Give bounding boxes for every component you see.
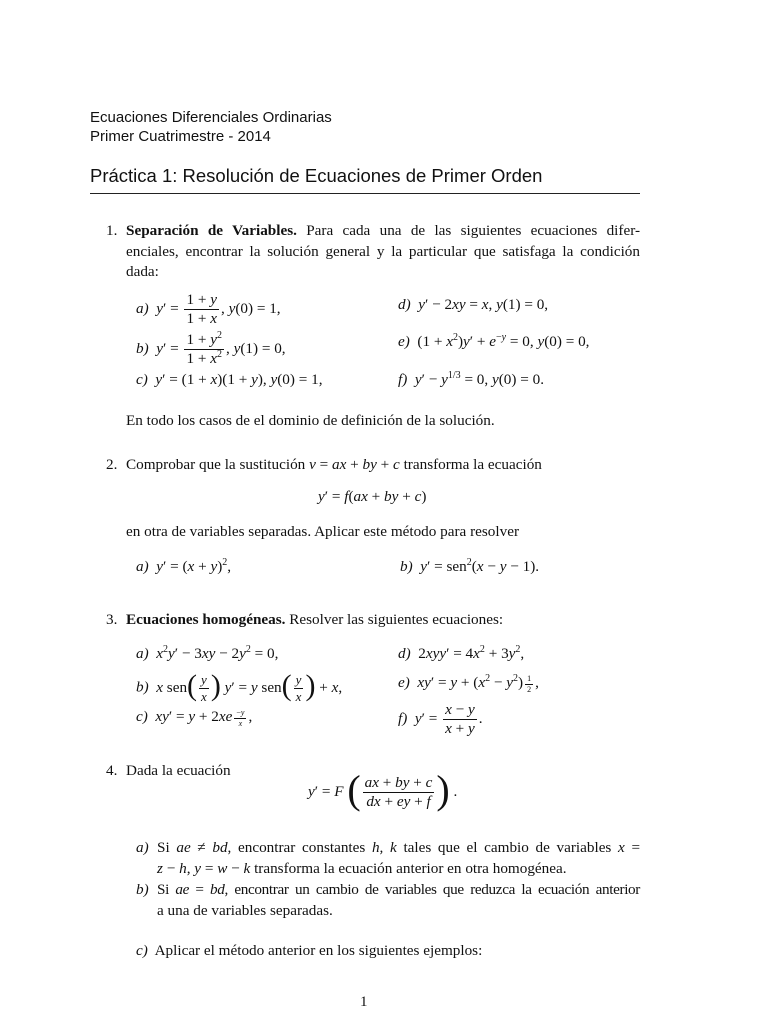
exercise-1e bbox=[398, 332, 589, 353]
exercise-3-number: 3. bbox=[106, 611, 118, 628]
exercise-3-intro-text: Resolver las siguientes ecuaciones: bbox=[289, 611, 504, 628]
equation-1e: $(1 + x^2)y' + e^{-y} = 0$, y(0) = 0, bbox=[417, 331, 590, 350]
label-3d: d) bbox=[398, 645, 411, 662]
label-1c: c) bbox=[136, 371, 148, 388]
exercise-4-number: 4. bbox=[106, 762, 118, 779]
exercise-4a-start: Si bbox=[157, 839, 170, 856]
exercise-4a-mid: , encontrar constantes bbox=[227, 839, 366, 856]
exercise-1-heading: Separación de Variables. bbox=[126, 222, 297, 239]
exercise-2a bbox=[136, 557, 231, 578]
exercise-4c bbox=[136, 941, 482, 962]
label-1a: a) bbox=[136, 299, 149, 317]
exercise-4a-line2: transforma la ecuación anterior en otra homogénea. bbox=[254, 859, 567, 877]
page-number: 1 bbox=[360, 994, 368, 1010]
exercise-1-note: En todo los casos de el dominio de definición de la solución. bbox=[126, 412, 495, 429]
exercise-1-number: 1. bbox=[106, 222, 118, 239]
exercise-1d bbox=[398, 295, 548, 316]
exercise-4b: Si ae = bd, encontrar un cambio de variables que reduzca la ecuación anterior a una de variables separadas. bbox=[157, 880, 640, 921]
equation-1a: y′ = $\frac{1 + y}{1 + x}$ , y(0) = 1, bbox=[156, 291, 281, 327]
label-3f: f) bbox=[398, 709, 408, 727]
equation-2a: $y' = (x + y)^2$, bbox=[156, 556, 232, 575]
exercise-3f bbox=[398, 702, 483, 737]
exercise-1-intro bbox=[126, 221, 640, 283]
exercise-4b-label bbox=[136, 880, 149, 901]
exercise-4-intro: Dada la ecuación bbox=[126, 762, 231, 779]
exercise-4-display-equation: y′ = F ( $\frac{ax + by + c}{dx + ey + f}$ ) . bbox=[308, 767, 458, 813]
label-3c: c) bbox=[136, 708, 148, 725]
substitution-equation: v = ax + by + c bbox=[309, 456, 400, 473]
title-rule bbox=[90, 193, 640, 194]
exercise-2b bbox=[400, 557, 539, 578]
page-title: Práctica 1: Resolución de Ecuaciones de Primer Orden bbox=[90, 165, 543, 186]
exercise-1f bbox=[398, 370, 544, 391]
exercise-4c-text: Aplicar el método anterior en los siguientes ejemplos: bbox=[154, 942, 483, 959]
exercise-3d bbox=[398, 644, 524, 665]
exercise-4a-end: tales que el cambio de variables bbox=[403, 839, 612, 856]
equation-1b: y′ = $\frac{1 + y^2}{1 + x^2}$ , y(1) = 0, bbox=[156, 329, 286, 367]
exercise-3b bbox=[136, 669, 343, 704]
exercise-3e bbox=[398, 673, 539, 695]
exercise-1b bbox=[136, 329, 286, 367]
equation-1d: y′ − 2xy = x, y(1) = 0, bbox=[418, 296, 549, 313]
exercise-2-number: 2. bbox=[106, 456, 118, 473]
label-2b: b) bbox=[400, 558, 413, 575]
exercise-4b-line2: a una de variables separadas. bbox=[157, 901, 333, 919]
exercise-3-heading: Ecuaciones homogéneas. bbox=[126, 611, 286, 628]
exercise-4b-end: , encontrar un cambio de variables que reduzca la ecuación anterior bbox=[224, 881, 641, 898]
equation-3e: $xy' = y + (x^2 - y^2)$ $^{\frac{1}{2}}$ , bbox=[417, 672, 539, 695]
exercise-4a: Si ae ≠ bd, encontrar constantes h, k tales que el cambio de variables x = z − h, y = w − k transforma la ecuación anterior en otra homogénea. bbox=[157, 839, 641, 877]
label-1f: f) bbox=[398, 371, 408, 388]
exercise-3a bbox=[136, 644, 278, 665]
course-term: Primer Cuatrimestre - 2014 bbox=[90, 128, 271, 145]
label-3b: b) bbox=[136, 678, 149, 696]
exercise-1-line3: dada: bbox=[126, 263, 159, 280]
exercise-2-line2: en otra de variables separadas. Aplicar este método para resolver bbox=[126, 523, 520, 540]
equation-3a: $x^2y' - 3xy - 2y^2 = 0$, bbox=[156, 643, 279, 662]
exercise-4b-start: Si bbox=[157, 881, 169, 898]
equation-1c: y′ = (1 + x)(1 + y), y(0) = 1, bbox=[155, 371, 323, 388]
course-name: Ecuaciones Diferenciales Ordinarias bbox=[90, 109, 332, 126]
label-1d: d) bbox=[398, 296, 411, 313]
exercise-1c bbox=[136, 370, 323, 391]
label-4c: c) bbox=[136, 942, 148, 959]
exercise-2-intro-start: Comprobar que la sustitución bbox=[126, 456, 306, 473]
label-3e: e) bbox=[398, 674, 410, 691]
equation-2b: y′ = sen$^2$(x − y − 1). bbox=[420, 556, 540, 575]
equation-3f: y′ = $\frac{x - y}{x + y}$ . bbox=[414, 701, 483, 737]
label-1b: b) bbox=[136, 339, 149, 357]
exercise-2-intro bbox=[126, 455, 542, 476]
exercise-1a bbox=[136, 292, 281, 327]
equation-3b: x sen( $\frac{y}{x}$ ) y′ = y sen( $\frac{y}{x}$ ) + x, bbox=[156, 669, 343, 704]
label-2a: a) bbox=[136, 558, 149, 575]
exercise-3c bbox=[136, 707, 252, 729]
label-4a: a) bbox=[136, 839, 149, 856]
exercise-3-intro bbox=[126, 610, 503, 631]
equation-3d: $2xyy' = 4x^2 + 3y^2$, bbox=[418, 643, 525, 662]
exercise-2-display-equation: y′ = f(ax + by + c) bbox=[318, 488, 427, 505]
label-3a: a) bbox=[136, 645, 149, 662]
label-1e: e) bbox=[398, 333, 410, 350]
equation-1f: $y' - y^{1/3} = 0$, y(0) = 0. bbox=[414, 369, 545, 388]
exercise-1-line2: enciales, encontrar la solución general y la particular que satisfaga la condición bbox=[126, 242, 640, 260]
exercise-4a-label bbox=[136, 838, 149, 859]
equation-3c: xy′ = y + 2xe $^{\frac{-y}{x}}$ , bbox=[155, 707, 253, 729]
label-4b: b) bbox=[136, 881, 149, 898]
exercise-1-line1: Para cada una de las siguientes ecuaciones difer- bbox=[306, 222, 640, 239]
exercise-2-intro-end: transforma la ecuación bbox=[403, 456, 542, 473]
